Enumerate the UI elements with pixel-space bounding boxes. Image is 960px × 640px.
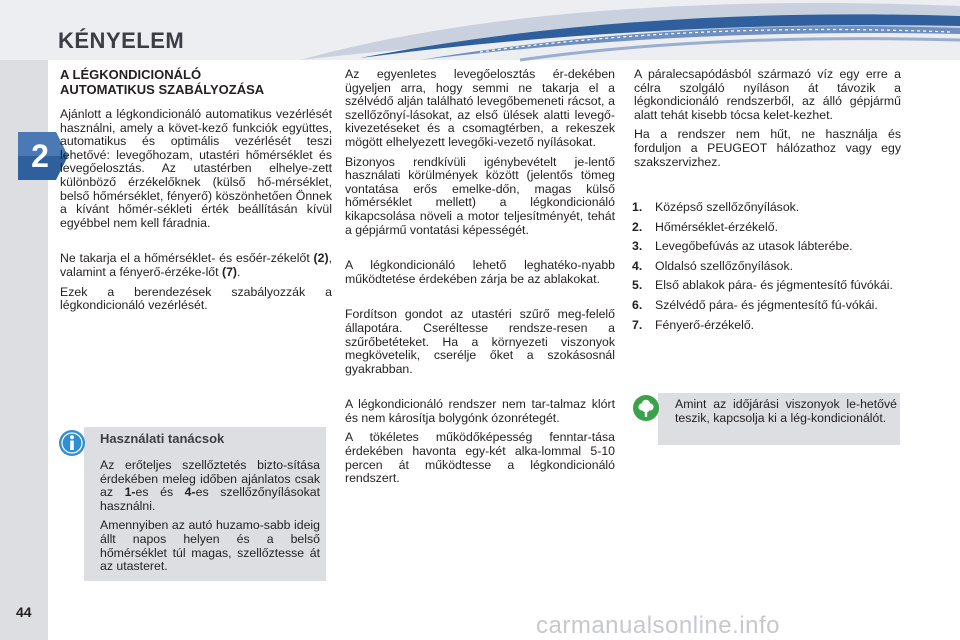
paragraph: A páralecsapódásból származó víz egy erre a célra szolgáló nyíláson át távozik a légkondicionáló rendszerből, az álló gépjármű alatt tehát kisebb tócsa kelet-kezhet. [634,67,901,122]
tips-paragraph: Amennyiben az autó huzamo-sabb ideig állt napos helyen és a belső hőmérséklet túl magas, szellőztesse át az utasteret. [100,518,320,574]
list-item-text: Első ablakok pára- és jégmentesítő fúvókái. [655,278,893,293]
column-3 [634,68,901,175]
list-item-number: 7. [632,317,643,332]
section-heading-line2: AUTOMATIKUS SZABÁLYOZÁSA [60,82,265,97]
list-item-number: 5. [632,278,643,293]
paragraph: Ezek a berendezések szabályozzák a légkondicionáló vezérlését. [60,284,332,313]
list-item-text: Fényerő-érzékelő. [655,317,755,332]
list-item [632,240,902,254]
tips-paragraph: Az erőteljes szellőztetés bizto-sítása érdekében meleg időben ajánlatos csak az 1-es és 4-es szellőzőnyílásokat használni. [100,458,320,513]
list-item-number: 2. [632,219,643,234]
list-item [632,279,902,293]
legend-list [632,201,902,338]
list-item [632,299,902,313]
list-item-text: Szélvédő pára- és jégmentesítő fú-vókái. [655,297,878,312]
list-item-number: 3. [632,239,643,254]
info-icon [58,429,86,457]
list-item-number: 1. [632,200,643,214]
paragraph: Bizonyos rendkívüli igénybevételt je-lentő használati körülmények között (jelentős tömeg vontatása erős emelke-dőn, magas külső hőmérséklet mellett) a légkondicionáló kikapcsolása növeli a motor teljesítményét, tehát a gépjármű vontatási képességét. [345,154,615,237]
list-item-number: 6. [632,297,643,312]
list-item [632,260,902,274]
list-item [632,201,902,215]
section-heading-line1: A LÉGKONDICIONÁLÓ [60,67,202,82]
paragraph: A légkondicionáló lehető leghatéko-nyabb működtetése érdekében zárja be az ablakokat. [345,258,615,286]
tips-title: Használati tanácsok [100,431,225,446]
list-item-text: Oldalsó szellőzőnyílások. [655,258,794,273]
paragraph: A tökéletes működőképesség fenntar-tása érdekében havonta egy-két alka-lommal 5-10 percen át működtesse a légkondicionáló rendszert. [345,430,615,486]
paragraph: Ne takarja el a hőmérséklet- és esőér-zékelőt (2), valamint a fényerő-érzéke-lőt (7). [60,251,332,279]
column-1 [60,108,332,319]
paragraph: A légkondicionáló rendszer nem tar-talmaz klórt és nem károsítja bolygónk ózonrétegét. [345,397,615,425]
list-item [632,319,902,333]
list-item-text: Levegőbefúvás az utasok lábterébe. [655,239,853,254]
page-title: KÉNYELEM [58,28,185,53]
eco-tree-icon [632,394,660,422]
paragraph: Fordítson gondot az utastéri szűrő meg-felelő állapotára. Cseréltesse rendsze-resen a szűrőbetéteket. Ha a környezeti viszonyok megkövetelik, cserélje őket a szokásosnál gyakrabban. [345,307,615,376]
paragraph: Ajánlott a légkondicionáló automatikus vezérlését használni, amely a követ-kező funkciók együttes, automatikus és optimális vezérlését teszi lehetővé: levegőhozam, utastéri hőmérséklet és levegőelosztás. Az utastérben elhelye-zett különböző érzékelőknek (külső hő-mérséklet, belső hőmérséklet, fényerő) köszönhetően Önnek a kívánt hőmér-sékleti érték beállításán kívül egyébbel nem kell fáradnia. [60,107,332,230]
page-number: 44 [16,604,32,620]
eco-text: Amint az időjárási viszonyok le-hetővé teszik, kapcsolja ki a lég-kondicionálót. [675,397,897,425]
column-2 [345,68,615,492]
paragraph: Az egyenletes levegőelosztás ér-dekében ügyeljen arra, hogy semmi ne takarja el a szélvédő alján található levegőbemeneti rácsot, a szellőzőnyí-lásokat, az első ülések alatti levegő-kivezetéseket és a csomagtérben, a rekeszek mögött elhelyezett levegőki-vezető nyílásokat. [345,67,615,149]
left-margin-strip [0,0,48,640]
watermark: carmanualsonline.info [536,612,780,639]
list-item-number: 4. [632,258,643,273]
list-item-text: Hőmérséklet-érzékelő. [655,219,779,234]
chapter-number: 2 [31,138,49,174]
list-item [632,221,902,235]
tips-body [100,459,320,580]
section-heading [60,67,332,97]
list-item-text: Középső szellőzőnyílások. [655,200,800,214]
paragraph: Ha a rendszer nem hűt, ne használja és forduljon a PEUGEOT hálózathoz vagy egy szakszervizhez. [634,127,901,169]
